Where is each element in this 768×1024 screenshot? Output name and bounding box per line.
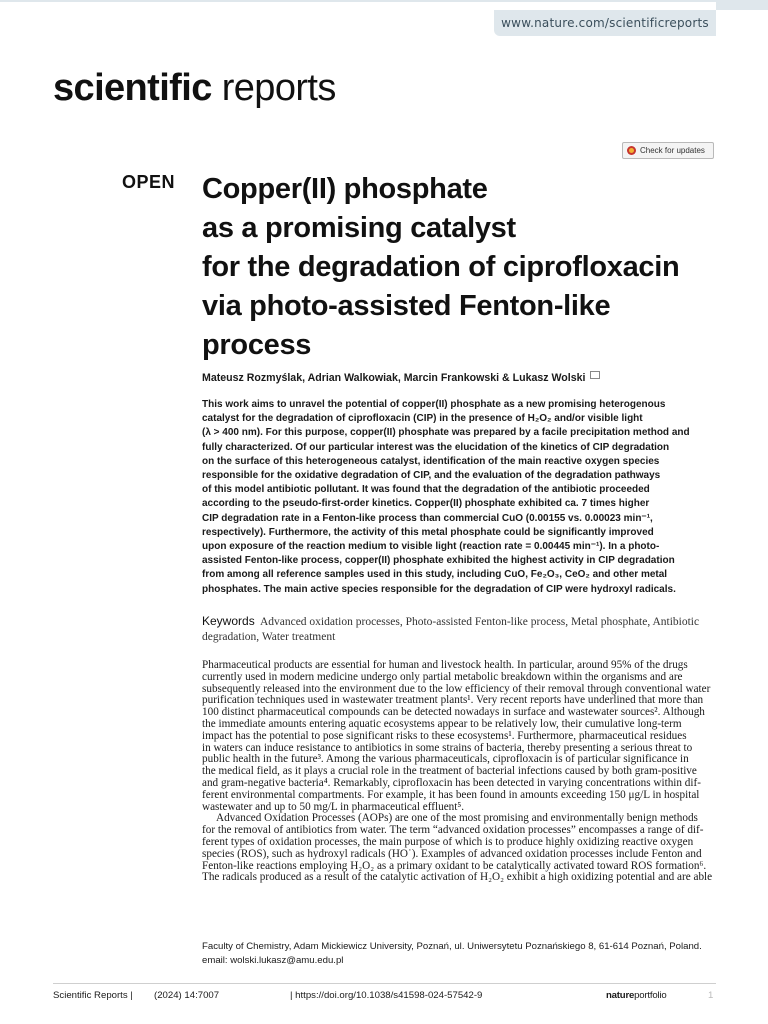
abstract-line: from among all reference samples used in this study, including CuO, Fe₂O₃, CeO₂ and other metal: [202, 569, 668, 581]
journal-logo[interactable]: [53, 66, 336, 110]
title-line: for the degradation of ciprofloxacin: [202, 251, 680, 283]
footer-divider: [53, 983, 716, 984]
publisher-logo: [606, 990, 666, 1001]
check-updates-label: Check for updates: [640, 146, 705, 155]
body-line: for the removal of antibiotics from water. The term “advanced oxidation processes” encompasses a range of dif-: [202, 824, 704, 837]
body-line: public health in the future³. Among the various pharmaceuticals, ciprofloxacin is of particular significance in: [202, 753, 689, 766]
footer-journal-name: Scientific Reports |: [53, 990, 133, 1001]
body-line: ferent types of oxidation processes, the main purpose of which is to produce highly oxidizing reactive oxygen: [202, 835, 694, 848]
abstract-line: CIP degradation rate in a Fenton-like process than commercial CuO (0.00155 vs. 0.00023 min⁻¹,: [202, 512, 653, 524]
keywords-section: [202, 614, 722, 645]
email-icon[interactable]: [590, 371, 600, 379]
corresponding-email[interactable]: email: wolski.lukasz@amu.edu.pl: [202, 955, 344, 966]
logo-light-text: reports: [221, 67, 336, 109]
check-updates-button[interactable]: [622, 142, 714, 159]
keywords-label: Keywords: [202, 614, 255, 628]
abstract: [202, 398, 722, 597]
abstract-line: fully characterized. Of our particular interest was the elucidation of the kinetics of CIP degradation: [202, 441, 670, 453]
title-line: as a promising catalyst: [202, 212, 516, 244]
body-line: Fenton-like reactions employing H₂O₂ as a primary oxidant to be catalytically activated toward ROS formation⁶.: [202, 859, 707, 872]
crossmark-icon: [627, 146, 636, 155]
body-line: the immediate amounts entering aquatic ecosystems appear to be relatively low, their cumulative long-term: [202, 717, 682, 730]
body-line: currently used in modern medicine undergo only partial metabolic breakdown within the organisms and are: [202, 670, 683, 683]
body-line: The radicals produced as a result of the catalytic activation of H₂O₂ exhibit a high oxidizing potential and are able: [202, 871, 713, 884]
title-line: via photo-assisted Fenton-like: [202, 290, 611, 322]
top-accent-block: [716, 0, 768, 10]
logo-bold-text: scientific: [53, 67, 212, 109]
body-line: ferent environmental compartments. For example, it has been found in amounts exceeding 150 μg/L in hospital: [202, 788, 700, 801]
body-line: the medical field, as it plays a crucial role in the treatment of bacterial infections caused by both gram-positive: [202, 765, 697, 778]
abstract-line: (λ > 400 nm). For this purpose, copper(II) phosphate was prepared by a facile precipitation method and: [202, 427, 690, 439]
abstract-line: upon exposure of the reaction medium to visible light (reaction rate = 0.00445 min⁻¹). In a photo-: [202, 541, 660, 553]
body-line: impact has the potential to pose significant risks to these ecosystems¹. Furthermore, pharmaceutical residues: [202, 729, 687, 742]
abstract-line: assisted Fenton-like process, copper(II) phosphate exhibited the highest activity in CIP degradation: [202, 555, 675, 567]
journal-url-link[interactable]: www.nature.com/scientificreports: [494, 10, 716, 36]
abstract-line: catalyst for the degradation of ciprofloxacin (CIP) in the presence of H₂O₂ and/or visible light: [202, 413, 643, 425]
author-list: [202, 372, 600, 384]
publisher-light: portfolio: [634, 990, 667, 1001]
keywords-text: Advanced oxidation processes, Photo-assisted Fenton-like process, Metal phosphate, Antibiotic degradation, Water treatment: [202, 616, 700, 643]
affiliation-text: Faculty of Chemistry, Adam Mickiewicz University, Poznań, ul. Uniwersytetu Poznańskiego 8, 61-614 Poznań, Poland.: [202, 941, 702, 952]
footer-volume: (2024) 14:7007: [154, 990, 220, 1001]
authors-text: Mateusz Rozmyślak, Adrian Walkowiak, Marcin Frankowski & Lukasz Wolski: [202, 372, 586, 384]
top-accent-line: [0, 0, 768, 2]
abstract-line: on the surface of this heterogeneous catalyst, identification of the main reactive oxygen species: [202, 455, 660, 467]
abstract-line: of this model antibiotic pollutant. It was found that the degradation of the antibiotic proceeded: [202, 484, 650, 496]
affiliation-block: [202, 940, 722, 968]
body-line: Advanced Oxidation Processes (AOPs) are one of the most promising and environmentally benign methods: [216, 812, 698, 825]
body-text: [202, 660, 722, 884]
body-line: wastewater and up to 50 mg/L in pharmaceutical effluent⁵.: [202, 800, 465, 813]
title-line: process: [202, 329, 312, 361]
body-line: purification techniques used in wastewater treatment plants¹. Very recent reports have underlined that more than: [202, 694, 704, 707]
footer-doi-link[interactable]: | https://doi.org/10.1038/s41598-024-57542-9: [290, 990, 483, 1001]
body-line: Pharmaceutical products are essential for human and livestock health. In particular, around 95% of the drugs: [202, 659, 688, 671]
title-line: Copper(II) phosphate: [202, 173, 488, 205]
article-title: [202, 170, 742, 365]
abstract-line: This work aims to unravel the potential of copper(II) phosphate as a new promising heterogenous: [202, 399, 666, 410]
body-line: species (ROS), such as hydroxyl radicals (HO˙). Examples of advanced oxidation processes include Fenton and: [202, 847, 702, 860]
body-line: in waters can induce resistance to antibiotics in some strains of bacteria, thereby presenting a serious threat to: [202, 741, 693, 754]
page-number: 1: [708, 990, 714, 1001]
abstract-line: responsible for the oxidative degradation of CIP, and the evaluation of the degradation pathways: [202, 470, 661, 482]
abstract-line: respectively). Furthermore, the activity of this metal phosphate could be significantly improved: [202, 526, 654, 538]
abstract-line: phosphates. The main active species responsible for the degradation of CIP were hydroxyl radicals.: [202, 583, 676, 595]
open-access-label: OPEN: [122, 172, 176, 192]
body-line: and gram-negative bacteria⁴. Remarkably, ciprofloxacin has been detected in varying concentrations within dif-: [202, 776, 701, 789]
body-line: 100 distinct pharmaceutical compounds can be detected nowadays in surface and wastewater sources². Although: [202, 706, 705, 719]
publisher-bold: nature: [606, 990, 635, 1001]
body-line: subsequently released into the environment due to the low efficiency of their removal through conventional water: [202, 682, 711, 695]
abstract-line: according to the pseudo-first-order kinetics. Copper(II) phosphate exhibited ca. 7 times higher: [202, 498, 650, 510]
